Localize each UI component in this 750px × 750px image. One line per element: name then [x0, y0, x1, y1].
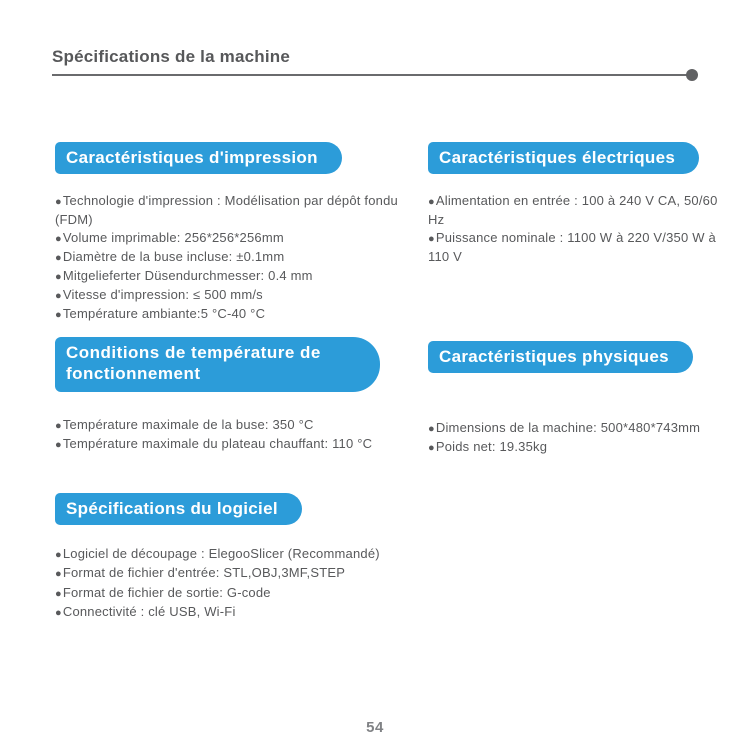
list-item [55, 267, 405, 286]
title-underline [52, 74, 697, 76]
bullet-icon: ● [55, 290, 62, 303]
list-item-text: Technologie d'impression : Modélisation par dépôt fondu (FDM) [55, 193, 398, 228]
list-item [55, 248, 405, 267]
bullet-icon: ● [55, 196, 62, 209]
section-physical-specs [428, 341, 718, 458]
list-item-text: Puissance nominale : 1100 W à 220 V/350 W à 110 V [428, 229, 716, 264]
list-item-text: Diamètre de la buse incluse: ±0.1mm [62, 248, 285, 264]
list-item [55, 286, 405, 305]
bullet-icon: ● [55, 587, 62, 600]
bullet-icon: ● [55, 251, 62, 264]
list-item [55, 584, 415, 603]
software-spec-list [55, 545, 415, 622]
section-electrical-specs [428, 142, 718, 265]
section-operating-temperature [55, 337, 407, 454]
list-item [428, 419, 718, 438]
electrical-spec-list [428, 192, 718, 265]
bullet-icon: ● [55, 309, 62, 322]
section-software-specs [55, 493, 415, 622]
bullet-icon: ● [428, 442, 435, 455]
printing-spec-list [55, 192, 405, 324]
list-item-text: Alimentation en entrée : 100 à 240 V CA, 50/60 Hz [428, 193, 718, 228]
list-item-text: Température maximale du plateau chauffant: 110 °C [62, 435, 373, 451]
list-item [55, 192, 405, 228]
list-item-text: Volume imprimable: 256*256*256mm [62, 229, 284, 245]
page-footer [0, 719, 750, 737]
list-item [55, 305, 405, 324]
bullet-icon: ● [428, 423, 435, 436]
bullet-icon: ● [55, 438, 62, 451]
list-item-text: Format de fichier d'entrée: STL,OBJ,3MF,STEP [62, 565, 346, 581]
bullet-icon: ● [428, 232, 435, 245]
page-number: 54 [366, 719, 384, 736]
list-item [55, 435, 407, 454]
list-item [55, 416, 407, 435]
section-badge-operating-temperature: Conditions de température de fonctionnement [55, 337, 380, 392]
bullet-icon: ● [55, 606, 62, 619]
section-badge-electrical: Caractéristiques électriques [428, 142, 699, 174]
list-item [428, 438, 718, 457]
underline-end-dot [686, 69, 698, 81]
list-item-text: Logiciel de découpage : ElegooSlicer (Recommandé) [62, 546, 380, 562]
bullet-icon: ● [55, 271, 62, 284]
list-item-text: Mitgelieferter Düsendurchmesser: 0.4 mm [62, 268, 313, 284]
bullet-icon: ● [55, 232, 62, 245]
list-item-text: Dimensions de la machine: 500*480*743mm [435, 420, 701, 436]
bullet-icon: ● [428, 196, 435, 209]
list-item-text: Vitesse d'impression: ≤ 500 mm/s [62, 287, 263, 303]
section-printing-specs [55, 142, 405, 325]
bullet-icon: ● [55, 549, 62, 562]
physical-spec-list [428, 419, 718, 457]
list-item [55, 564, 415, 583]
list-item [428, 192, 718, 228]
section-badge-software: Spécifications du logiciel [55, 493, 302, 525]
list-item-text: Température ambiante:5 °C-40 °C [62, 306, 266, 322]
list-item [428, 229, 718, 265]
operating-temperature-list [55, 416, 407, 454]
list-item [55, 229, 405, 248]
page-title: Spécifications de la machine [52, 47, 291, 66]
page-header [52, 47, 697, 76]
bullet-icon: ● [55, 419, 62, 432]
bullet-icon: ● [55, 568, 62, 581]
section-badge-printing: Caractéristiques d'impression [55, 142, 342, 174]
list-item-text: Connectivité : clé USB, Wi-Fi [62, 603, 236, 619]
list-item [55, 603, 415, 622]
section-badge-physical: Caractéristiques physiques [428, 341, 693, 373]
list-item [55, 545, 415, 564]
list-item-text: Température maximale de la buse: 350 °C [62, 416, 314, 432]
list-item-text: Format de fichier de sortie: G-code [62, 584, 271, 600]
list-item-text: Poids net: 19.35kg [435, 439, 548, 455]
